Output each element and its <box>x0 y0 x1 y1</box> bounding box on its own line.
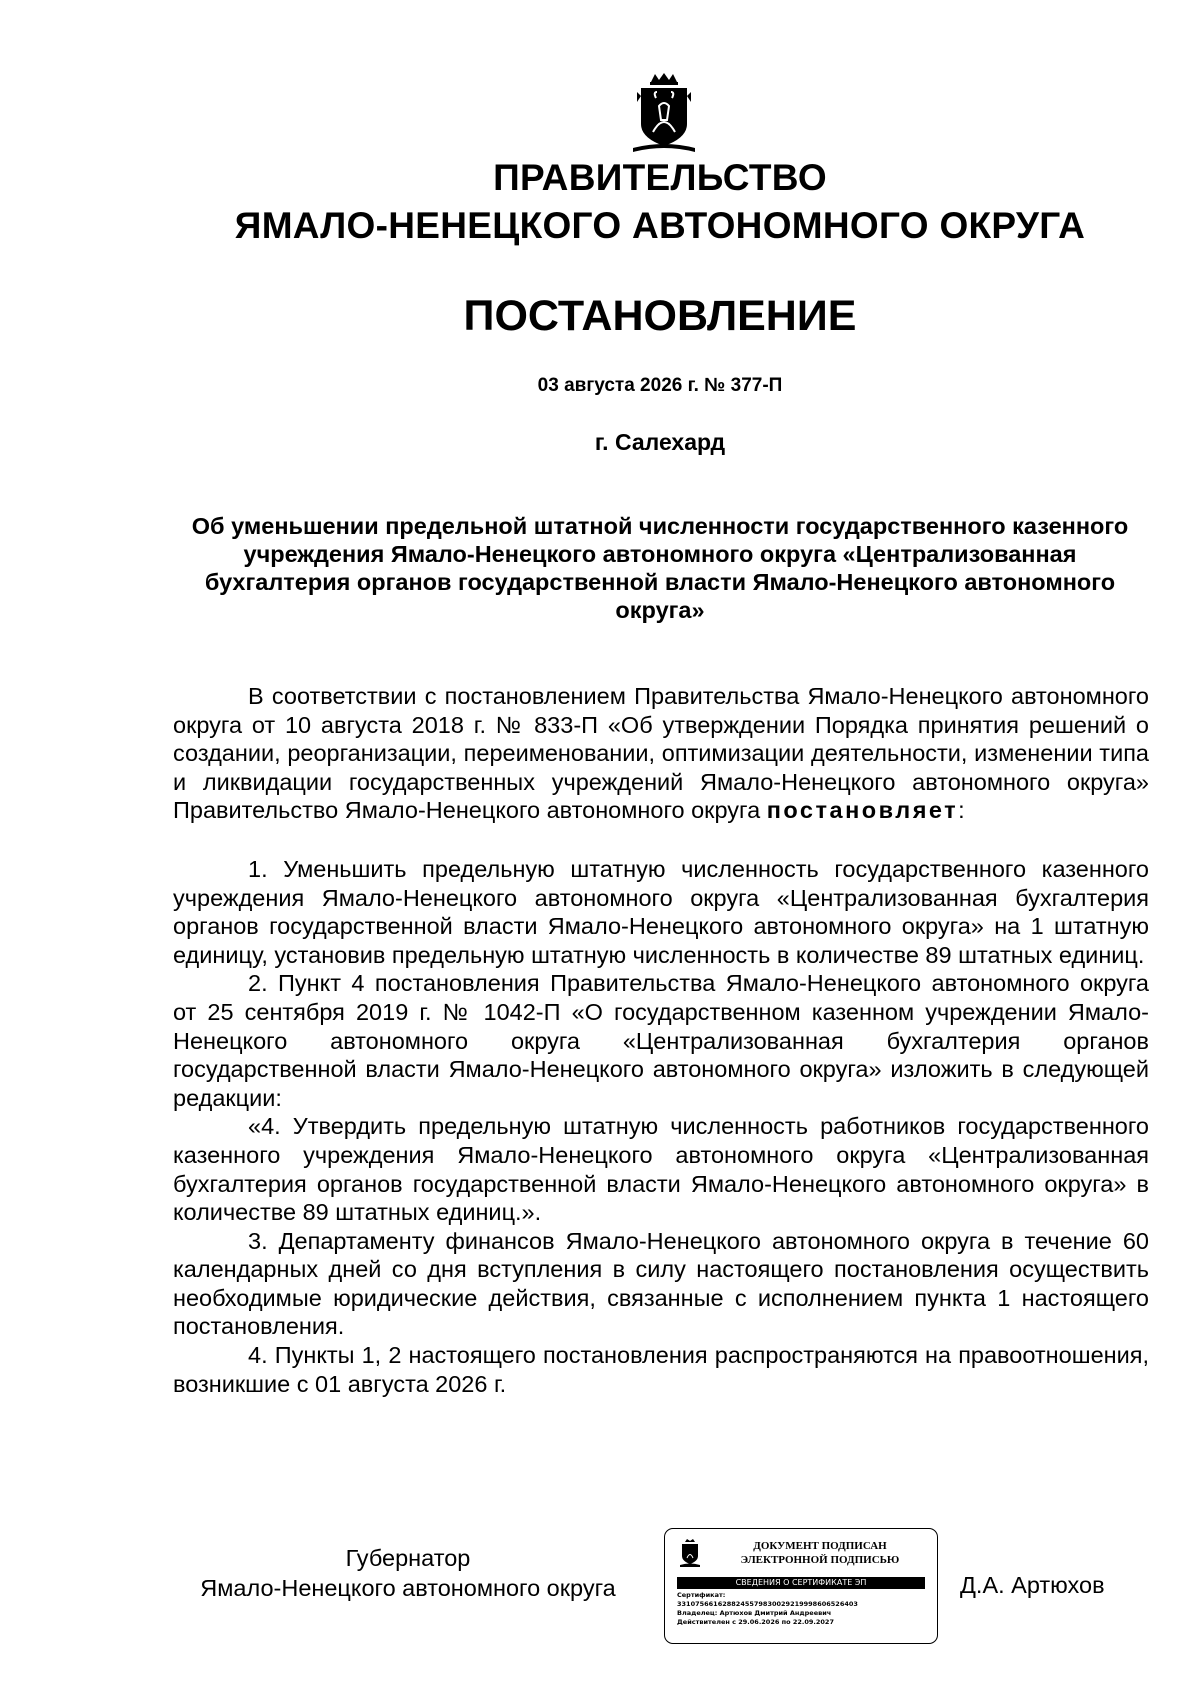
government-name-line2: ЯМАЛО-НЕНЕЦКОГО АВТОНОМНОГО ОКРУГА <box>234 205 1086 246</box>
e-signature-bar: СВЕДЕНИЯ О СЕРТИФИКАТЕ ЭП <box>677 1577 925 1589</box>
preamble-text: В соответствии с постановлением Правительства Ямало-Ненецкого автономного округа от 10 августа 2018 г. № 833-П «Об утверждении Порядка принятия решений о создании, реорганизации, переименовании, оптимизации деятельности, изменении типа и ликвидации государственных учреждений Ямало-Ненецкого автономного округа» Правительство Ямало-Ненецкого автономного округа <box>173 683 1149 824</box>
certificate-label: Сертификат: <box>677 1591 726 1599</box>
e-signature-title-line2: ЭЛЕКТРОННОЙ ПОДПИСЬЮ <box>740 1554 900 1566</box>
certificate-number: 3310756616288245579830029219998606526403 <box>677 1600 858 1608</box>
government-name-line1: ПРАВИТЕЛЬСТВО <box>493 157 827 198</box>
document-body <box>173 682 1149 1398</box>
clause-2: 2. Пункт 4 постановления Правительства Ямало-Ненецкого автономного округа от 25 сентября 2019 г. № 1042-П «О государственном казенном учреждении Ямало-Ненецкого автономного округа «Централизованная бухгалтерия органов государственной власти Ямало-Ненецкого автономного округа» изложить в следующей редакции: <box>173 970 1149 1111</box>
clause-3: 3. Департаменту финансов Ямало-Ненецкого автономного округа в течение 60 календарных дней со дня вступления в силу настоящего постановления осуществить необходимые юридические действия, связанные с исполнением пункта 1 настоящего постановления. <box>173 1227 1149 1340</box>
electronic-signature-stamp <box>664 1528 938 1644</box>
document-type: ПОСТАНОВЛЕНИЕ <box>463 292 857 340</box>
certificate-validity: Действителен с 29.06.2026 по 22.09.2027 <box>677 1618 834 1626</box>
city: г. Салехард <box>594 429 726 455</box>
preamble <box>173 682 1149 825</box>
signatory-position-line1: Губернатор <box>345 1545 471 1571</box>
clause-2-quote: «4. Утвердить предельную штатную численность работников государственного казенного учреждения Ямало-Ненецкого автономного округа «Централизованная бухгалтерия органов государственной власти Ямало-Ненецкого автономного округа» в количестве 89 штатных единиц.». <box>173 1113 1149 1226</box>
preamble-keyword: постановляет <box>766 797 959 824</box>
certificate-owner: Владелец: Артюхов Дмитрий Андреевич <box>677 1609 832 1617</box>
coat-of-arms-icon <box>629 72 699 156</box>
clause-1: 1. Уменьшить предельную штатную численность государственного казенного учреждения Ямало-Ненецкого автономного округа «Централизованная бухгалтерия органов государственной власти Ямало-Ненецкого автономного округа» на 1 штатную единицу, установив предельную штатную численность в количестве 89 штатных единиц. <box>173 855 1149 968</box>
document-title: Об уменьшении предельной штатной численности государственного казенного учреждения Ямало-Ненецкого автономного округа «Централизованная бухгалтерия органов государственной власти Ямало-Ненецкого автономного округа» <box>191 513 1129 623</box>
clause-4: 4. Пункты 1, 2 настоящего постановления распространяются на правоотношения, возникшие с 01 августа 2026 г. <box>173 1342 1149 1397</box>
signatory-position <box>173 1543 643 1603</box>
e-signature-title <box>709 1539 931 1567</box>
signatory-name: Д.А. Артюхов <box>960 1572 1105 1598</box>
e-signature-title-line1: ДОКУМЕНТ ПОДПИСАН <box>753 1540 887 1552</box>
preamble-end: : <box>958 797 965 824</box>
date-number: 03 августа 2026 г. № 377-П <box>537 375 783 396</box>
coat-of-arms-small-icon <box>679 1539 701 1567</box>
signatory-position-line2: Ямало-Ненецкого автономного округа <box>200 1575 616 1601</box>
